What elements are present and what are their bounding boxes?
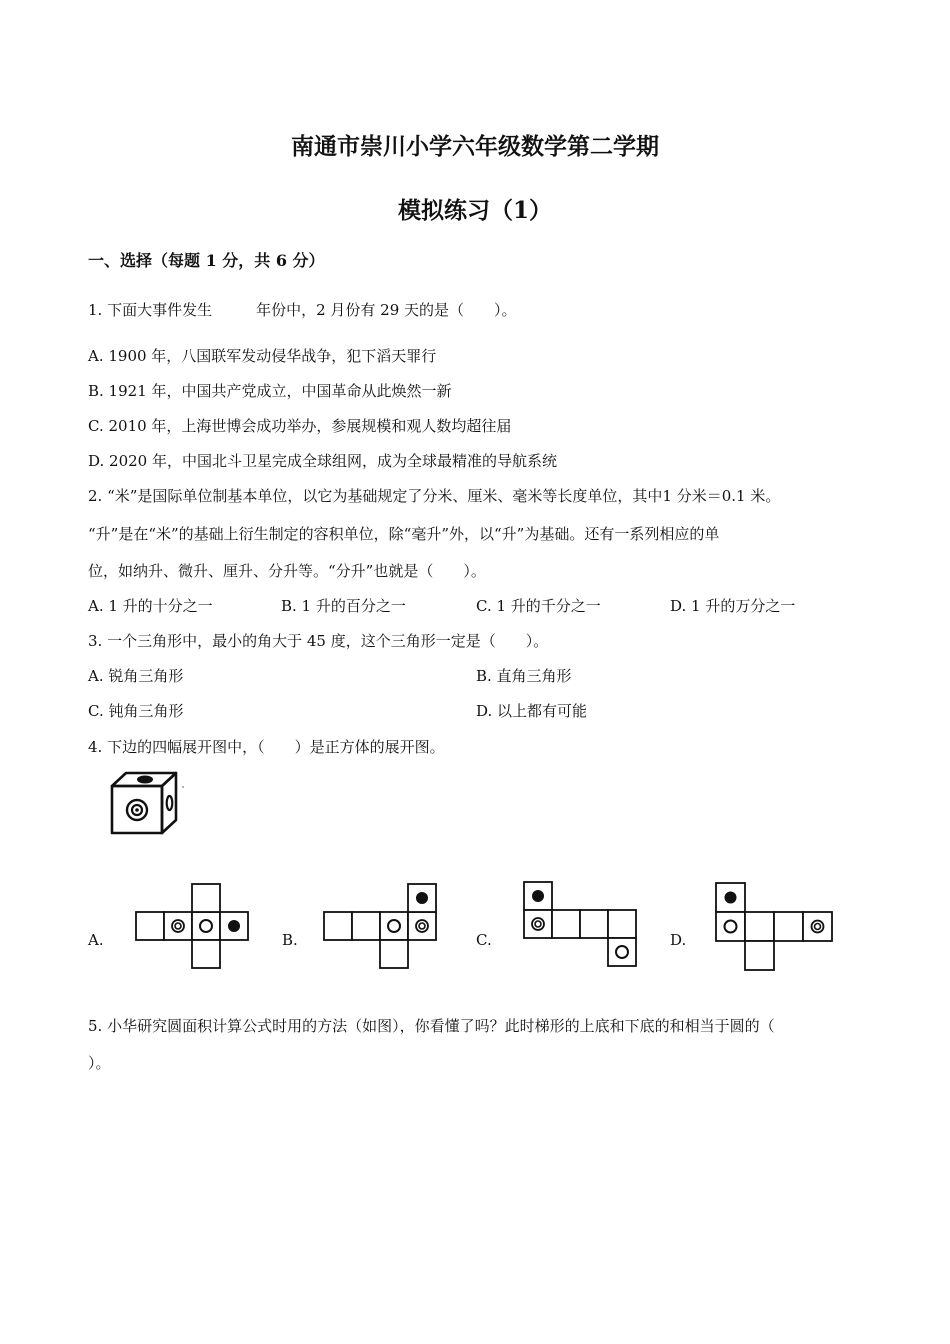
- net-c-figure: [522, 880, 640, 970]
- question-1-stem-part1: 1. 下面大事件发生: [88, 301, 213, 319]
- question-5-line1: 5. 小华研究圆面积计算公式时用的方法（如图），你看懂了吗？此时梯形的上底和下底的和相当于圆的（: [88, 1017, 775, 1035]
- question-3-option-d: D. 以上都有可能: [476, 702, 588, 720]
- question-2-line1: 2. “米”是国际单位制基本单位，以它为基础规定了分米、厘米、毫米等长度单位，其中1 分米＝0.1 米。: [88, 487, 781, 505]
- question-1-option-a: A. 1900 年，八国联军发动侵华战争，犯下滔天罪行: [88, 347, 437, 365]
- question-1-option-c: C. 2010 年，上海世博会成功举办，参展规模和观人数均超往届: [88, 417, 512, 435]
- net-d-label: D.: [670, 931, 687, 949]
- question-3-option-c: C. 钝角三角形: [88, 702, 184, 720]
- question-5-line2: ）。: [88, 1054, 111, 1072]
- question-2-line2: “升”是在“米”的基础上衍生制定的容积单位，除“毫升”外，以“升”为基础。还有一系列相应的单: [88, 525, 720, 543]
- question-3-option-a: A. 锐角三角形: [88, 667, 184, 685]
- net-d-figure: [714, 881, 838, 971]
- net-a-label: A.: [88, 931, 104, 949]
- question-1-option-b: B. 1921 年，中国共产党成立，中国革命从此焕然一新: [88, 382, 452, 400]
- question-1-stem: [88, 299, 517, 320]
- question-2-option-b: B. 1 升的百分之一: [281, 597, 406, 615]
- question-2-option-c: C. 1 升的千分之一: [476, 597, 601, 615]
- cube-figure: [108, 770, 188, 836]
- net-a-figure: [134, 883, 252, 971]
- question-3-option-b: B. 直角三角形: [476, 667, 572, 685]
- net-b-figure: [322, 883, 440, 971]
- question-1-stem-part2: 年份中，2 月份有 29 天的是（ ）。: [256, 301, 517, 319]
- question-2-line3: 位，如纳升、微升、厘升、分升等。“分升”也就是（ ）。: [88, 562, 486, 580]
- question-1-option-d: D. 2020 年，中国北斗卫星完成全球组网，成为全球最精准的导航系统: [88, 452, 557, 470]
- net-c-label: C.: [476, 931, 492, 949]
- question-4-stem: 4. 下边的四幅展开图中，（ ）是正方体的展开图。: [88, 738, 445, 756]
- question-2-option-a: A. 1 升的十分之一: [88, 597, 213, 615]
- page-subtitle: 模拟练习（1）: [397, 197, 552, 224]
- page-title: 南通市崇川小学六年级数学第二学期: [291, 133, 659, 160]
- net-b-label: B.: [282, 931, 298, 949]
- question-3-stem: 3. 一个三角形中，最小的角大于 45 度，这个三角形一定是（ ）。: [88, 632, 549, 650]
- section-heading: 一、选择（每题 1 分，共 6 分）: [88, 251, 325, 270]
- question-2-option-d: D. 1 升的万分之一: [670, 597, 796, 615]
